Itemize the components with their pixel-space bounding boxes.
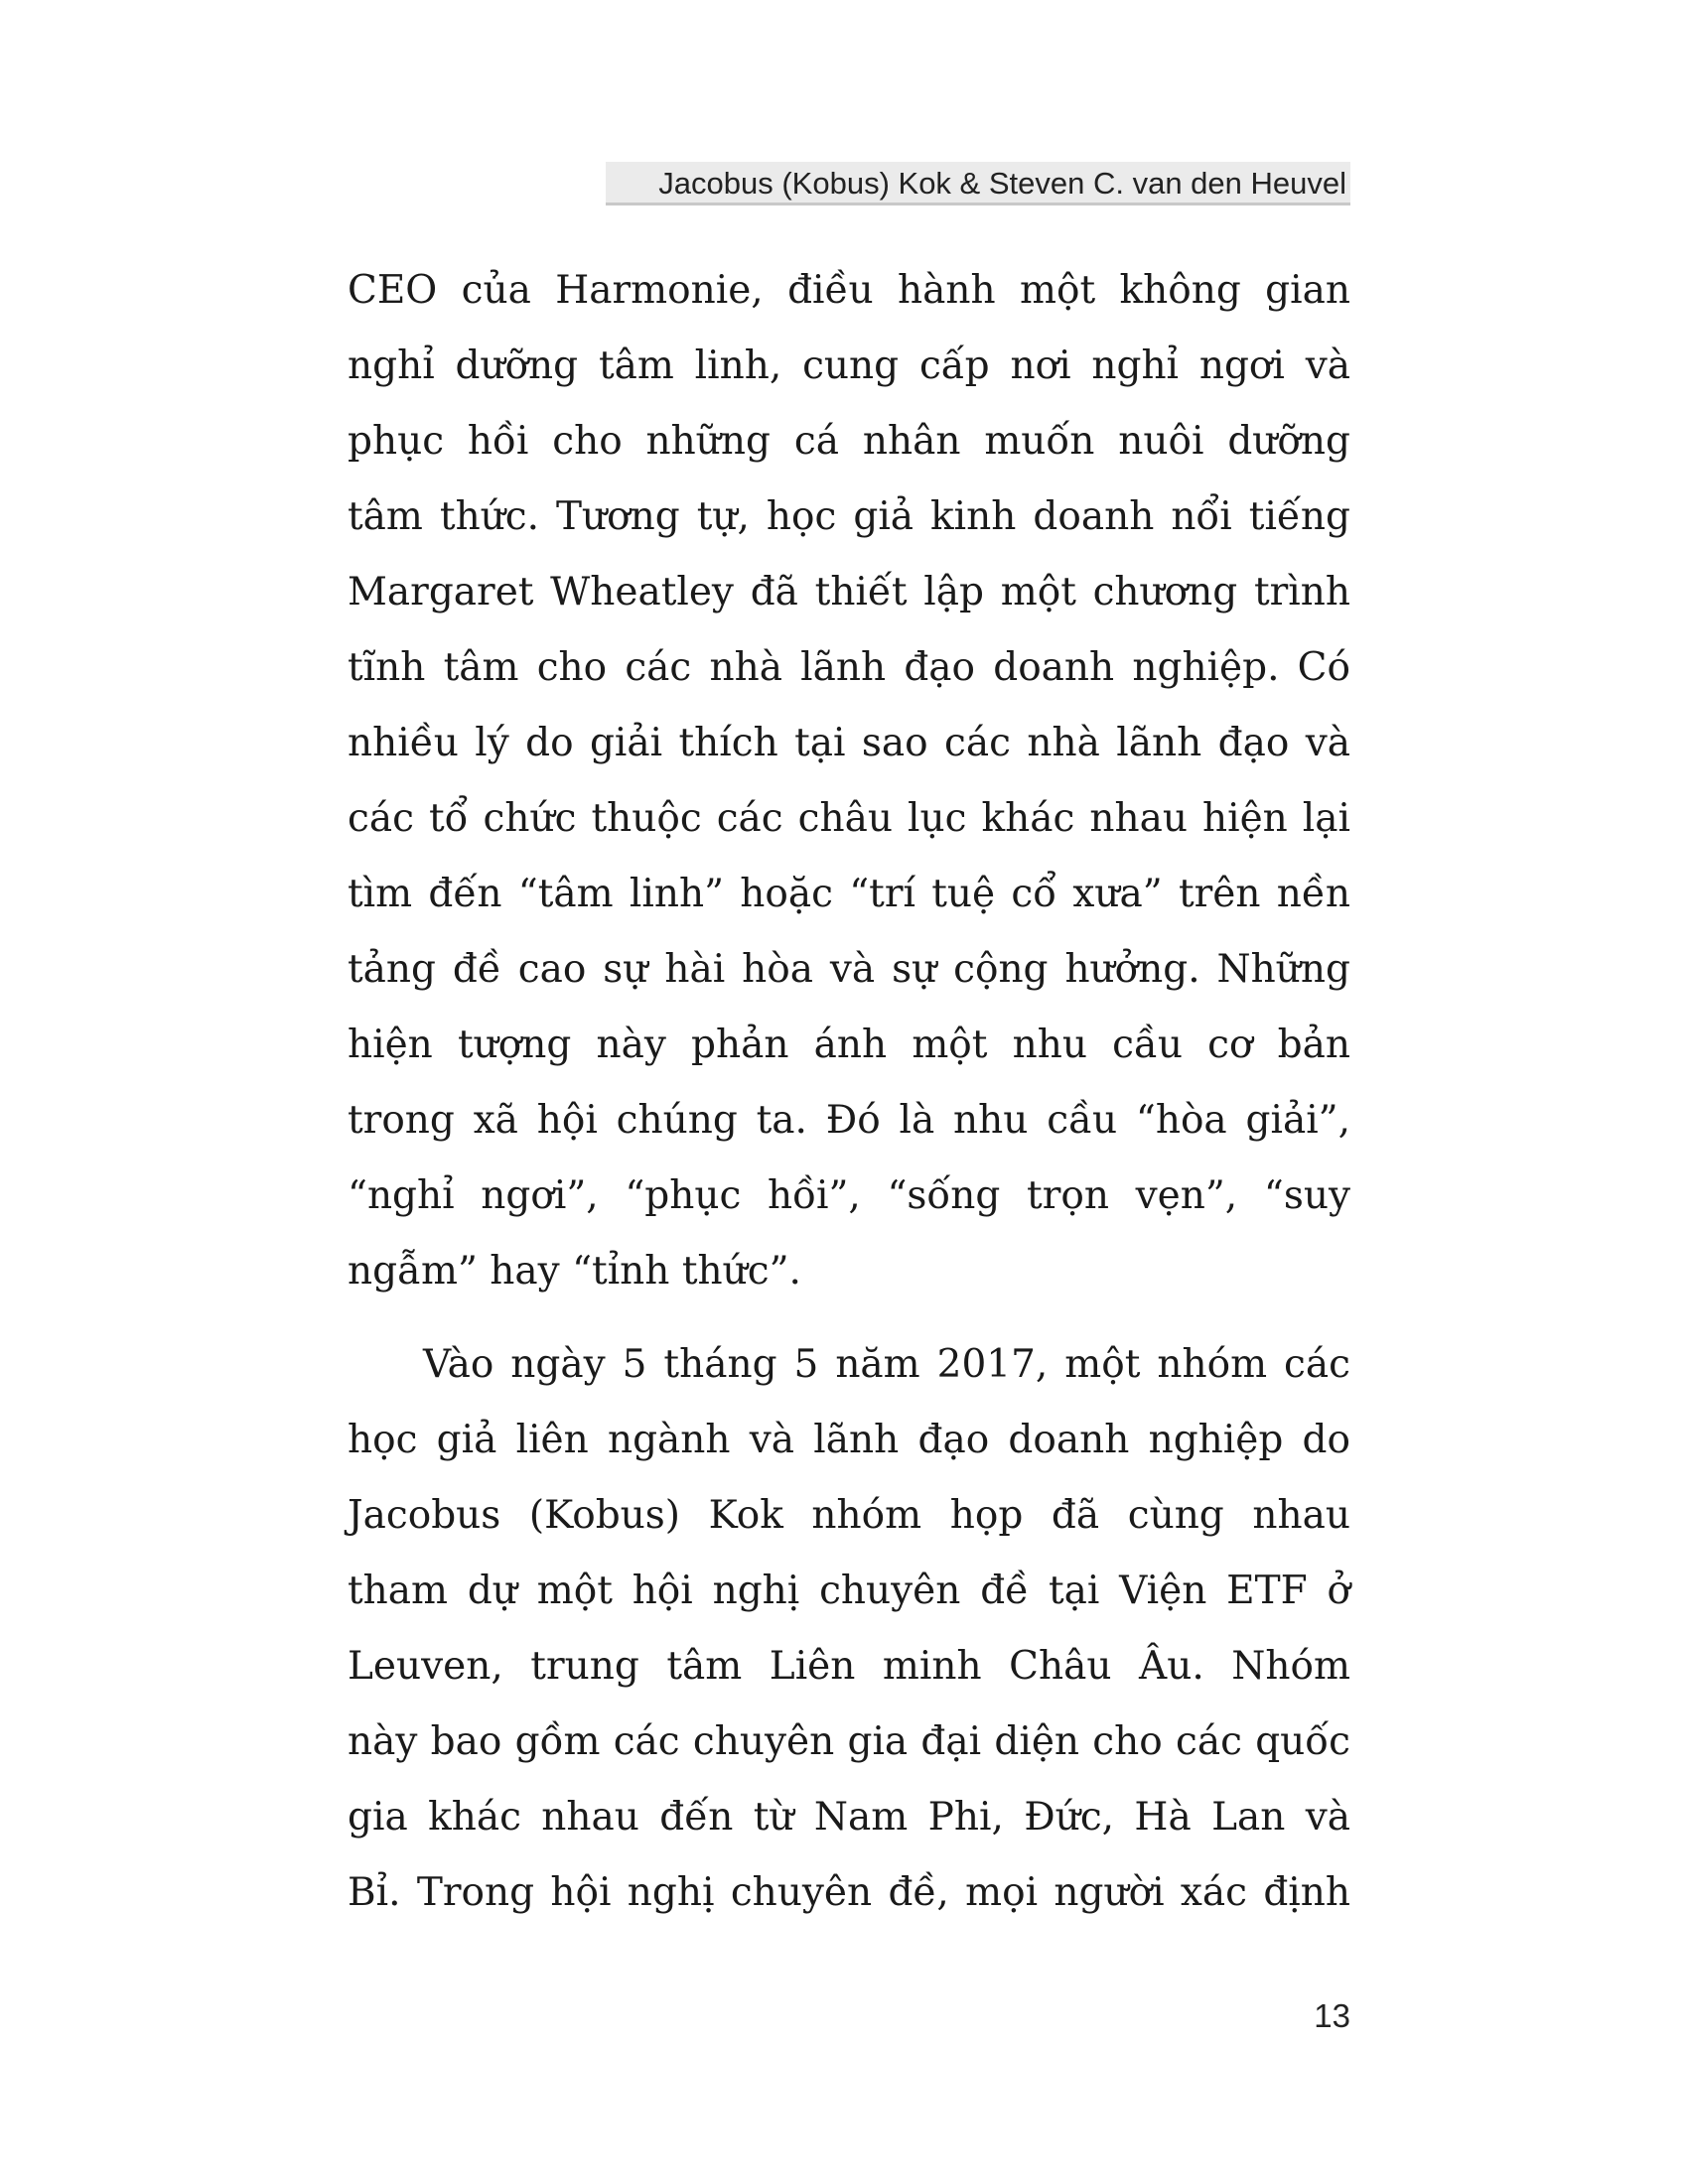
text-line: tham dự một hội nghị chuyên đề tại Viện ETF ở xyxy=(348,1569,1350,1613)
text-line: hiện tượng này phản ánh một nhu cầu cơ bản xyxy=(348,1023,1350,1067)
text-line: Jacobus (Kobus) Kok nhóm họp đã cùng nhau xyxy=(348,1493,1350,1538)
page-number: 13 xyxy=(1314,1997,1350,2034)
body-text xyxy=(348,253,1350,1931)
text-line: này bao gồm các chuyên gia đại diện cho các quốc xyxy=(348,1719,1350,1764)
text-line: “nghỉ ngơi”, “phục hồi”, “sống trọn vẹn”, “suy xyxy=(348,1173,1350,1218)
text-line: CEO của Harmonie, điều hành một không gian xyxy=(348,268,1350,313)
paragraph-2 xyxy=(348,1327,1350,1931)
text-line: học giả liên ngành và lãnh đạo doanh nghiệp do xyxy=(348,1418,1350,1462)
text-line: tĩnh tâm cho các nhà lãnh đạo doanh nghiệp. Có xyxy=(348,645,1350,690)
text-line: phục hồi cho những cá nhân muốn nuôi dưỡng xyxy=(348,419,1350,464)
text-line: gia khác nhau đến từ Nam Phi, Đức, Hà Lan và xyxy=(348,1795,1350,1840)
text-line: tìm đến “tâm linh” hoặc “trí tuệ cổ xưa” trên nền xyxy=(348,872,1350,916)
text-line: nhiều lý do giải thích tại sao các nhà lãnh đạo và xyxy=(348,721,1350,765)
paragraph-gap xyxy=(348,1309,1350,1327)
paragraph-1 xyxy=(348,253,1350,1309)
text-line: tảng đề cao sự hài hòa và sự cộng hưởng. Những xyxy=(348,947,1350,992)
text-line: Vào ngày 5 tháng 5 năm 2017, một nhóm các xyxy=(423,1342,1350,1387)
running-header-title: Jacobus (Kobus) Kok & Steven C. van den Heuvel xyxy=(658,166,1346,201)
text-line: Margaret Wheatley đã thiết lập một chương trình xyxy=(348,570,1350,614)
text-line: các tổ chức thuộc các châu lục khác nhau hiện lại xyxy=(348,796,1350,841)
text-line: trong xã hội chúng ta. Đó là nhu cầu “hòa giải”, xyxy=(348,1098,1350,1143)
text-line: Bỉ. Trong hội nghị chuyên đề, mọi người xác định xyxy=(348,1870,1350,1915)
text-line: Leuven, trung tâm Liên minh Châu Âu. Nhóm xyxy=(348,1644,1350,1689)
running-header xyxy=(606,162,1350,205)
text-line: tâm thức. Tương tự, học giả kinh doanh nổi tiếng xyxy=(348,494,1350,539)
text-line: ngẫm” hay “tỉnh thức”. xyxy=(348,1249,801,1294)
text-line: nghỉ dưỡng tâm linh, cung cấp nơi nghỉ ngơi và xyxy=(348,343,1350,388)
